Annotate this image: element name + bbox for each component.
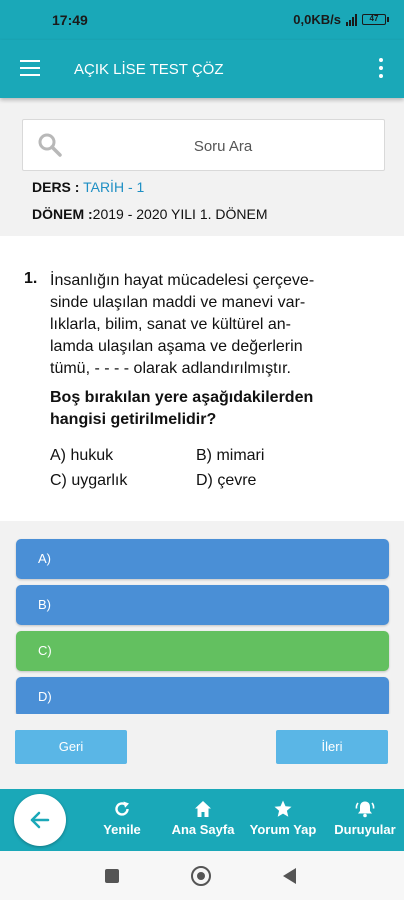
option-b-text: B) mimari xyxy=(196,447,265,464)
bottom-nav-home[interactable] xyxy=(168,800,238,837)
prev-button[interactable]: Geri xyxy=(15,730,127,764)
search-icon xyxy=(37,132,63,158)
signal-icon xyxy=(346,14,357,26)
course-info xyxy=(32,179,144,195)
menu-icon[interactable] xyxy=(20,60,40,76)
back-fab[interactable] xyxy=(14,794,66,846)
question-line: lıklarla, bilim, sanat ve kültürel an- xyxy=(50,316,291,333)
answer-button-c[interactable]: C) xyxy=(16,631,389,671)
app-title: AÇIK LİSE TEST ÇÖZ xyxy=(74,61,224,78)
battery-icon: 47 xyxy=(362,14,386,25)
option-c-text: C) uygarlık xyxy=(50,472,128,489)
bottom-nav-label: Duruyular xyxy=(334,822,396,837)
answer-button-d[interactable]: D) xyxy=(16,677,389,717)
app-bar xyxy=(0,40,404,98)
star-icon xyxy=(274,800,292,818)
answer-button-a[interactable]: A) xyxy=(16,539,389,579)
question-card xyxy=(0,236,404,521)
bottom-nav-announcements[interactable] xyxy=(332,800,398,837)
status-time: 17:49 xyxy=(52,12,88,28)
question-line: sinde ulaşılan maddi ve manevi var- xyxy=(50,294,306,311)
bottom-navigation xyxy=(0,789,404,851)
bottom-nav-label: Ana Sayfa xyxy=(171,822,235,837)
search-input[interactable] xyxy=(73,128,373,164)
bottom-nav-review[interactable] xyxy=(247,800,319,837)
home-icon xyxy=(194,800,212,818)
question-line: tümü, - - - - olarak adlandırılmıştır. xyxy=(50,360,291,377)
status-bar xyxy=(0,0,404,40)
term-label: DÖNEM : xyxy=(32,206,93,222)
question-text xyxy=(50,270,360,380)
bottom-nav-label: Yorum Yap xyxy=(249,822,317,837)
question-navigation xyxy=(0,714,404,789)
term-info xyxy=(32,206,268,222)
question-number: 1. xyxy=(24,270,38,287)
course-value: TARİH - 1 xyxy=(83,179,145,195)
bottom-nav-refresh[interactable] xyxy=(98,800,146,837)
status-indicators xyxy=(293,12,386,27)
bottom-nav-label: Yenile xyxy=(103,822,141,837)
option-a-text: A) hukuk xyxy=(50,447,114,464)
refresh-icon xyxy=(113,800,131,818)
search-box[interactable] xyxy=(22,119,385,171)
course-label: DERS : xyxy=(32,179,80,195)
option-d-text: D) çevre xyxy=(196,472,257,489)
system-back-icon[interactable] xyxy=(283,868,296,884)
arrow-left-icon xyxy=(28,808,52,832)
question-line: lamda ulaşılan aşama ve değerlerin xyxy=(50,338,303,355)
home-circle-icon[interactable] xyxy=(191,866,211,886)
answer-button-b[interactable]: B) xyxy=(16,585,389,625)
question-stem xyxy=(50,387,370,431)
system-navigation-bar xyxy=(0,851,404,900)
next-button[interactable]: İleri xyxy=(276,730,388,764)
stem-line: Boş bırakılan yere aşağıdakilerden xyxy=(50,389,314,406)
stem-line: hangisi getirilmelidir? xyxy=(50,411,217,428)
network-speed: 0,0KB/s xyxy=(293,12,341,27)
term-value: 2019 - 2020 YILI 1. DÖNEM xyxy=(92,206,268,222)
bell-icon xyxy=(355,800,375,818)
question-line: İnsanlığın hayat mücadelesi çerçeve- xyxy=(50,272,315,289)
recents-icon[interactable] xyxy=(105,869,119,883)
more-options-icon[interactable] xyxy=(378,58,384,78)
